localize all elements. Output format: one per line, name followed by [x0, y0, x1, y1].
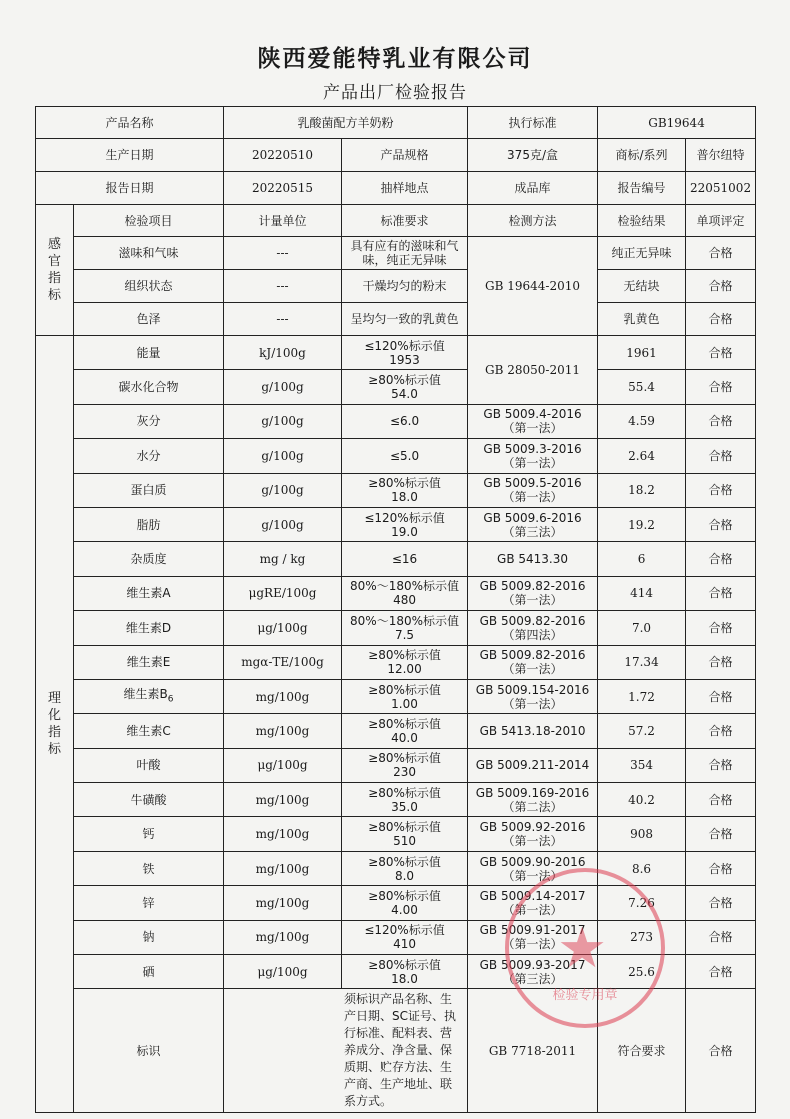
method: GB 19644-2010 — [468, 237, 598, 336]
result: 6 — [598, 542, 686, 576]
info-row-date — [36, 139, 756, 172]
unit: μg/100g — [224, 611, 342, 645]
table-row — [36, 886, 756, 920]
unit: mg/100g — [224, 817, 342, 851]
unit: g/100g — [224, 507, 342, 541]
unit: --- — [224, 237, 342, 270]
result: 25.6 — [598, 955, 686, 989]
report-title: 产品出厂检验报告 — [323, 83, 467, 103]
info-row-product — [36, 107, 756, 139]
table-row — [36, 714, 756, 748]
report-date-value: 20220515 — [224, 172, 342, 205]
method: GB 5009.90-2016 （第一法） — [468, 851, 598, 885]
judgement: 合格 — [686, 886, 756, 920]
method: GB 5009.91-2017 （第一法） — [468, 920, 598, 954]
judgement: 合格 — [686, 404, 756, 438]
method: GB 5009.93-2017 （第三法） — [468, 955, 598, 989]
judgement: 合格 — [686, 989, 756, 1113]
item-name: 维生素E — [74, 645, 224, 679]
judgement: 合格 — [686, 611, 756, 645]
judgement: 合格 — [686, 336, 756, 370]
item-name: 维生素A — [74, 576, 224, 610]
method: GB 28050-2011 — [468, 336, 598, 405]
result: 1961 — [598, 336, 686, 370]
standard-value: GB19644 — [598, 107, 756, 139]
result: 7.0 — [598, 611, 686, 645]
product-name-value: 乳酸菌配方羊奶粉 — [224, 107, 468, 139]
company-name: 陕西爱能特乳业有限公司 — [257, 46, 533, 72]
result: 908 — [598, 817, 686, 851]
judgement: 合格 — [686, 851, 756, 885]
unit: --- — [224, 303, 342, 336]
result: 57.2 — [598, 714, 686, 748]
judgement: 合格 — [686, 542, 756, 576]
info-row-report — [36, 172, 756, 205]
requirement: 须标识产品名称、生产日期、SC证号、执行标准、配料表、营养成分、净含量、保质期、贮存方法、生产商、生产地址、联系方式。 — [224, 989, 468, 1113]
item-name: 杂质度 — [74, 542, 224, 576]
report-no-label: 报告编号 — [598, 172, 686, 205]
unit: mg/100g — [224, 920, 342, 954]
item-name: 铁 — [74, 851, 224, 885]
prod-date-value: 20220510 — [224, 139, 342, 172]
requirement: ≥80%标示值 40.0 — [342, 714, 468, 748]
item-name: 蛋白质 — [74, 473, 224, 507]
item-name: 牛磺酸 — [74, 783, 224, 817]
method: GB 5009.211-2014 — [468, 748, 598, 782]
requirement: 具有应有的滋味和气味，纯正无异味 — [342, 237, 468, 270]
requirement: 呈均匀一致的乳黄色 — [342, 303, 468, 336]
judgement: 合格 — [686, 270, 756, 303]
requirement: ≥80%标示值 230 — [342, 748, 468, 782]
requirement: 80%～180%标示值 7.5 — [342, 611, 468, 645]
item-name: 钙 — [74, 817, 224, 851]
brand-label: 商标/系列 — [598, 139, 686, 172]
requirement: ≤5.0 — [342, 439, 468, 473]
requirement: ≤120%标示值 19.0 — [342, 507, 468, 541]
table-row — [36, 679, 756, 713]
method: GB 5009.82-2016 （第四法） — [468, 611, 598, 645]
method: GB 5009.82-2016 （第一法） — [468, 645, 598, 679]
result: 55.4 — [598, 370, 686, 404]
unit: μg/100g — [224, 955, 342, 989]
sensory-category: 感 官 指 标 — [36, 205, 74, 336]
judgement: 合格 — [686, 679, 756, 713]
product-name-label: 产品名称 — [36, 107, 224, 139]
table-row — [36, 817, 756, 851]
unit: μg/100g — [224, 748, 342, 782]
requirement: ≥80%标示值 18.0 — [342, 955, 468, 989]
item-name: 叶酸 — [74, 748, 224, 782]
table-row — [36, 955, 756, 989]
unit: g/100g — [224, 439, 342, 473]
table-row — [36, 270, 756, 303]
sample-place-value: 成品库 — [468, 172, 598, 205]
requirement: ≥80%标示值 1.00 — [342, 679, 468, 713]
prod-date-label: 生产日期 — [36, 139, 224, 172]
item-name: 灰分 — [74, 404, 224, 438]
item-name: 维生素C — [74, 714, 224, 748]
method: GB 5009.6-2016 （第三法） — [468, 507, 598, 541]
result: 2.64 — [598, 439, 686, 473]
column-header-row — [36, 205, 756, 237]
method: GB 7718-2011 — [468, 989, 598, 1113]
item-name: 维生素$B_6$ — [74, 679, 224, 713]
judgement: 合格 — [686, 645, 756, 679]
result: 17.34 — [598, 645, 686, 679]
col-result: 检验结果 — [598, 205, 686, 237]
result: 乳黄色 — [598, 303, 686, 336]
result: 4.59 — [598, 404, 686, 438]
item-name: 组织状态 — [74, 270, 224, 303]
item-name: 硒 — [74, 955, 224, 989]
report-no-value: 22051002 — [686, 172, 756, 205]
unit: μgRE/100g — [224, 576, 342, 610]
item-name: 能量 — [74, 336, 224, 370]
sample-place-label: 抽样地点 — [342, 172, 468, 205]
table-row — [36, 645, 756, 679]
method: GB 5413.30 — [468, 542, 598, 576]
table-row — [36, 920, 756, 954]
judgement: 合格 — [686, 303, 756, 336]
table-row — [36, 336, 756, 370]
table-row — [36, 611, 756, 645]
judgement: 合格 — [686, 783, 756, 817]
judgement: 合格 — [686, 370, 756, 404]
judgement: 合格 — [686, 817, 756, 851]
table-row — [36, 237, 756, 270]
result: 符合要求 — [598, 989, 686, 1113]
judgement: 合格 — [686, 955, 756, 989]
requirement: 干燥均匀的粉末 — [342, 270, 468, 303]
unit: mg/100g — [224, 679, 342, 713]
item-name: 滋味和气味 — [74, 237, 224, 270]
unit: g/100g — [224, 370, 342, 404]
judgement: 合格 — [686, 748, 756, 782]
col-method: 检测方法 — [468, 205, 598, 237]
requirement: ≥80%标示值 18.0 — [342, 473, 468, 507]
method: GB 5009.5-2016 （第一法） — [468, 473, 598, 507]
judgement: 合格 — [686, 576, 756, 610]
judgement: 合格 — [686, 920, 756, 954]
result: 7.26 — [598, 886, 686, 920]
col-item: 检验项目 — [74, 205, 224, 237]
unit: mg/100g — [224, 851, 342, 885]
unit: g/100g — [224, 404, 342, 438]
requirement: ≤16 — [342, 542, 468, 576]
table-row — [36, 748, 756, 782]
table-row — [36, 851, 756, 885]
item-name: 锌 — [74, 886, 224, 920]
standard-label: 执行标准 — [468, 107, 598, 139]
result: 无结块 — [598, 270, 686, 303]
requirement: ≥80%标示值 510 — [342, 817, 468, 851]
judgement: 合格 — [686, 439, 756, 473]
result: 8.6 — [598, 851, 686, 885]
inspection-table — [35, 106, 756, 1113]
table-row — [36, 404, 756, 438]
judgement: 合格 — [686, 714, 756, 748]
judgement: 合格 — [686, 237, 756, 270]
table-row — [36, 507, 756, 541]
result: 273 — [598, 920, 686, 954]
requirement: ≥80%标示值 8.0 — [342, 851, 468, 885]
requirement: ≥80%标示值 35.0 — [342, 783, 468, 817]
item-name: 水分 — [74, 439, 224, 473]
result: 40.2 — [598, 783, 686, 817]
method: GB 5009.154-2016 （第一法） — [468, 679, 598, 713]
seal-text: 检验专用章 — [552, 988, 618, 1003]
requirement: ≥80%标示值 54.0 — [342, 370, 468, 404]
method: GB 5413.18-2010 — [468, 714, 598, 748]
requirement: ≤120%标示值 410 — [342, 920, 468, 954]
item-name: 色泽 — [74, 303, 224, 336]
star-icon: ★ — [557, 916, 608, 981]
table-row — [36, 542, 756, 576]
item-name: 标识 — [74, 989, 224, 1113]
method: GB 5009.14-2017 （第一法） — [468, 886, 598, 920]
table-row — [36, 783, 756, 817]
result: 414 — [598, 576, 686, 610]
result: 19.2 — [598, 507, 686, 541]
table-row — [36, 303, 756, 336]
unit: mg/100g — [224, 886, 342, 920]
item-name: 钠 — [74, 920, 224, 954]
result: 纯正无异味 — [598, 237, 686, 270]
method: GB 5009.92-2016 （第一法） — [468, 817, 598, 851]
label-row — [36, 989, 756, 1113]
method: GB 5009.169-2016 （第二法） — [468, 783, 598, 817]
unit: mgα-TE/100g — [224, 645, 342, 679]
method: GB 5009.82-2016 （第一法） — [468, 576, 598, 610]
result: 18.2 — [598, 473, 686, 507]
unit: g/100g — [224, 473, 342, 507]
method: GB 5009.4-2016 （第一法） — [468, 404, 598, 438]
requirement: ≥80%标示值 4.00 — [342, 886, 468, 920]
unit: mg/100g — [224, 783, 342, 817]
result: 354 — [598, 748, 686, 782]
col-judgement: 单项评定 — [686, 205, 756, 237]
requirement: ≤120%标示值 1953 — [342, 336, 468, 370]
unit: --- — [224, 270, 342, 303]
col-unit: 计量单位 — [224, 205, 342, 237]
unit: mg/100g — [224, 714, 342, 748]
physchem-category: 理 化 指 标 — [36, 336, 74, 1113]
item-name: 维生素D — [74, 611, 224, 645]
requirement: 80%～180%标示值 480 — [342, 576, 468, 610]
report-date-label: 报告日期 — [36, 172, 224, 205]
item-name: 碳水化合物 — [74, 370, 224, 404]
table-row — [36, 473, 756, 507]
unit: mg / kg — [224, 542, 342, 576]
judgement: 合格 — [686, 473, 756, 507]
requirement: ≥80%标示值 12.00 — [342, 645, 468, 679]
table-row — [36, 439, 756, 473]
judgement: 合格 — [686, 507, 756, 541]
item-name: 脂肪 — [74, 507, 224, 541]
table-row — [36, 370, 756, 404]
col-requirement: 标准要求 — [342, 205, 468, 237]
result: 1.72 — [598, 679, 686, 713]
requirement: ≤6.0 — [342, 404, 468, 438]
method: GB 5009.3-2016 （第一法） — [468, 439, 598, 473]
unit: kJ/100g — [224, 336, 342, 370]
brand-value: 普尔纽特 — [686, 139, 756, 172]
spec-value: 375克/盒 — [468, 139, 598, 172]
item-subscript: 6 — [167, 694, 174, 705]
spec-label: 产品规格 — [342, 139, 468, 172]
table-row — [36, 576, 756, 610]
